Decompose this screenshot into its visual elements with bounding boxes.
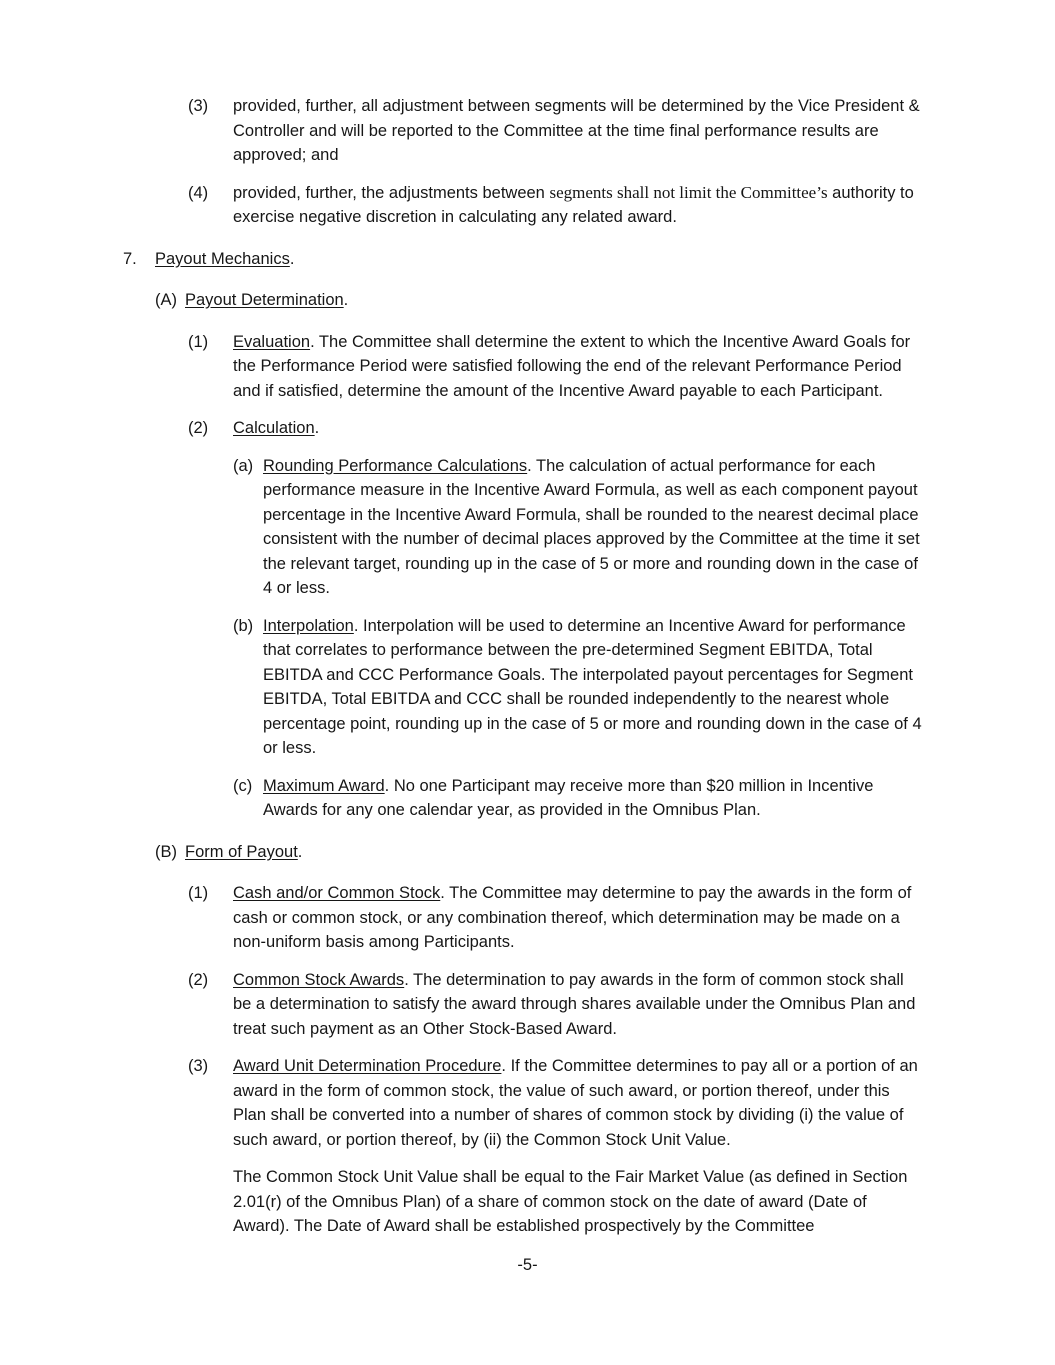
list-item-b-interpolation bbox=[233, 614, 925, 761]
item-text bbox=[233, 181, 925, 230]
item-body-text: authority to exercise negative discretion in calculating any related award. bbox=[233, 183, 914, 226]
item-text bbox=[263, 614, 925, 761]
item-body-text: . No one Participant may receive more than $20 million in Incentive Awards for any one calendar year, as provided in the Omnibus Plan. bbox=[263, 776, 874, 819]
item-lead-underlined: Rounding Performance Calculations bbox=[263, 456, 528, 475]
item-label: (3) bbox=[188, 97, 209, 115]
item-body-text: . bbox=[314, 419, 320, 437]
list-item-1-evaluation bbox=[188, 330, 925, 404]
item-body-text: The Common Stock Unit Value shall be equal to the Fair Market Value (as defined in Section 2.01(r) of the Omnibus Plan) of a share of common stock on the date of award (Date of Award). The Date of Award shall be established prospectively by the Committee bbox=[233, 1168, 908, 1235]
subsection-title-punct: . bbox=[297, 842, 303, 861]
item-text bbox=[263, 454, 925, 601]
item-lead-underlined: Award Unit Determination Procedure bbox=[233, 1057, 502, 1075]
subsection-a-payout-determination bbox=[155, 288, 925, 313]
section-title-punct: . bbox=[289, 249, 295, 268]
item-label: (a) bbox=[233, 456, 254, 475]
item-lead-underlined: Evaluation bbox=[233, 332, 311, 351]
list-item-1-cash-common-stock bbox=[188, 881, 925, 955]
item-body-text: . The Committee may determine to pay the awards in the form of cash or common stock, or any combination thereof, which determination may be made on a non-uniform basis among Participants. bbox=[233, 884, 912, 951]
page-number: -5- bbox=[517, 1256, 538, 1274]
item-label: (2) bbox=[188, 970, 209, 989]
item-body-text-serif: segments shall not limit the Committee’s bbox=[549, 182, 828, 202]
item-label: (B) bbox=[155, 842, 177, 861]
item-label: (4) bbox=[188, 183, 209, 202]
item-label: (c) bbox=[233, 776, 253, 795]
item-lead-underlined: Common Stock Awards bbox=[233, 970, 405, 989]
list-item-a-rounding bbox=[233, 454, 925, 601]
list-item-4-negative-discretion bbox=[188, 181, 925, 230]
section-7-payout-mechanics bbox=[123, 247, 925, 272]
item-text bbox=[233, 1165, 925, 1239]
section-title bbox=[155, 247, 925, 272]
subsection-title bbox=[185, 840, 925, 865]
subsection-title-underlined: Form of Payout bbox=[185, 842, 298, 861]
item-text bbox=[263, 774, 925, 823]
item-body-text: . Interpolation will be used to determine an Incentive Award for performance that correlates to performance between the pre-determined Segment EBITDA, Total EBITDA and CCC Performance Goals. The interpolated payout percentages for Segment EBITDA, Total EBITDA and CCC shall be rounded independently to the nearest whole percentage point, rounding up in the case of 5 or more and rounding down in the case of 4 or less. bbox=[263, 616, 922, 757]
item-text bbox=[233, 416, 925, 441]
subsection-b-form-of-payout bbox=[155, 840, 925, 865]
item-body-text: provided, further, the adjustments between bbox=[233, 183, 550, 202]
item-label: (b) bbox=[233, 616, 254, 635]
subsection-title-punct: . bbox=[343, 291, 349, 309]
item-lead-underlined: Maximum Award bbox=[263, 776, 385, 795]
item-body-text: . The calculation of actual performance for each performance measure in the Incentive Award Formula, as well as each component payout percentage in the Incentive Award Formula, shall be rounded to the nearest decimal place consistent with the number of decimal places approved by the Committee at the time it set the relevant target, rounding up in the case of 5 or more and rounding down in the case of 4 or less. bbox=[263, 456, 920, 597]
list-item-2-common-stock-awards bbox=[188, 968, 925, 1042]
subsection-title-underlined: Payout Determination bbox=[185, 291, 344, 309]
subsection-title bbox=[185, 288, 925, 313]
item-lead-underlined: Interpolation bbox=[263, 616, 354, 635]
item-text bbox=[233, 94, 925, 168]
continuation-paragraph bbox=[233, 1165, 925, 1239]
item-text bbox=[233, 1054, 925, 1152]
item-label: (3) bbox=[188, 1057, 209, 1075]
item-body-text: . If the Committee determines to pay all or a portion of an award in the form of common stock, the value of such award, or portion thereof, under this Plan shall be converted into a number of shares of common stock by dividing (i) the value of such award, or portion thereof, by (ii) the Common Stock Unit Value. bbox=[233, 1057, 918, 1149]
list-item-3-award-unit-procedure bbox=[188, 1054, 925, 1152]
section-number: 7. bbox=[123, 249, 137, 268]
item-text bbox=[233, 968, 925, 1042]
item-label: (1) bbox=[188, 884, 209, 902]
item-lead-underlined: Calculation bbox=[233, 419, 315, 437]
item-lead-underlined: Cash and/or Common Stock bbox=[233, 884, 441, 902]
list-item-3-adjustments bbox=[188, 94, 925, 168]
section-title-underlined: Payout Mechanics bbox=[155, 249, 290, 268]
list-item-2-calculation bbox=[188, 416, 925, 441]
item-body-text: . The determination to pay awards in the form of common stock shall be a determination to satisfy the award through shares available under the Omnibus Plan and treat such payment as an Other Stock-Based Award. bbox=[233, 970, 916, 1038]
item-text bbox=[233, 881, 925, 955]
item-label: (A) bbox=[155, 291, 177, 309]
item-label: (1) bbox=[188, 332, 209, 351]
list-item-c-maximum-award bbox=[233, 774, 925, 823]
item-label: (2) bbox=[188, 419, 209, 437]
item-body-text: . The Committee shall determine the extent to which the Incentive Award Goals for the Performance Period were satisfied following the end of the relevant Performance Period and if satisfied, determine the amount of the Incentive Award payable to each Participant. bbox=[233, 332, 911, 400]
item-body-text: provided, further, all adjustment between segments will be determined by the Vice President & Controller and will be reported to the Committee at the time final performance results are approved; and bbox=[233, 97, 920, 164]
item-text bbox=[233, 330, 925, 404]
